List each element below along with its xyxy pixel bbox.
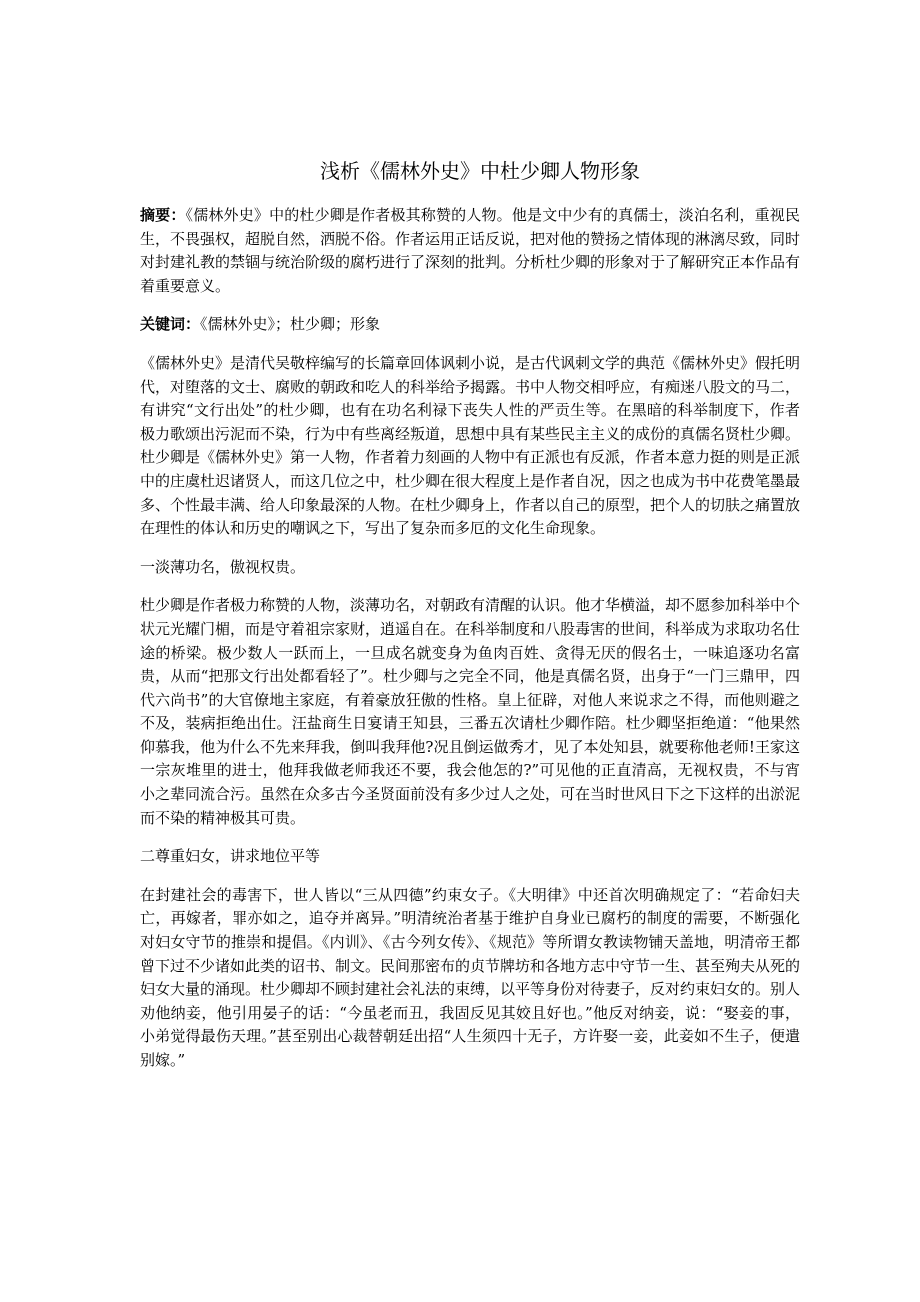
abstract-text: 《儒林外史》中的杜少卿是作者极其称赞的人物。他是文中少有的真儒士，淡泊名利，重视民生，不畏强权，超脱自然，洒脱不俗。作者运用正话反说，把对他的赞扬之情体现的淋漓尽致，同时对封建礼教的禁锢与统治阶级的腐朽进行了深刻的批判。分析杜少卿的形象对于了解研究正本作品有着重要意义。 xyxy=(140,206,801,295)
section-1-paragraph: 杜少卿是作者极力称赞的人物，淡薄功名，对朝政有清醒的认识。他才华横溢，却不愿参加科举中个状元光耀门楣，而是守着祖宗家财，逍遥自在。在科举制度和八股毒害的世间，科举成为求取功名仕途的桥梁。极少数人一跃而上，一旦成名就变身为鱼肉百姓、贪得无厌的假名士，一味追逐功名富贵，从而“把那文行出处都看轻了”。杜少卿与之完全不同，他是真儒名贤，出身于“一门三鼎甲，四代六尚书”的大官僚地主家庭，有着豪放狂傲的性格。皇上征辟，对他人来说求之不得，而他则避之不及，装病拒绝出仕。汪盐商生日宴请王知县，三番五次请杜少卿作陪。杜少卿坚拒绝道：“他果然仰慕我，他为什么不先来拜我，倒叫我拜他?况且倒运做秀才，见了本处知县，就要称他老师!王家这一宗灰堆里的进士，他拜我做老师我还不要，我会他怎的?”可见他的正直清高，无视权贵，不与宵小之辈同流合污。虽然在众多古今圣贤面前没有多少过人之处，可在当时世风日下之下这样的出淤泥而不染的精神极其可贵。 xyxy=(140,596,801,827)
keywords-paragraph xyxy=(140,313,800,337)
section-heading-1: 一淡薄功名，傲视权贵。 xyxy=(140,557,306,576)
section-2-paragraph: 在封建社会的毒害下，世人皆以“三从四德”约束女子。《大明律》中还首次明确规定了：“若命妇夫亡，再嫁者，罪亦如之，追夺并离异。”明清统治者基于维护自身业已腐朽的制度的需要，不断强化对妇女守节的推崇和提倡。《内训》、《古今列女传》、《规范》等所谓女教读物铺天盖地，明清帝王都曾下过不少诸如此类的诏书、制文。民间那密布的贞节牌坊和各地方志中守节一生、甚至殉夫从死的妇女大量的涌现。杜少卿却不顾封建社会礼法的束缚，以平等身份对待妻子，反对约束妇女的。别人劝他纳妾，他引用晏子的话：“今虽老而丑，我固反见其姣且好也。”他反对纳妾，说：“娶妾的事，小弟觉得最伤天理。”甚至别出心裁替朝廷出招“人生须四十无子，方许娶一妾，此妾如不生子，便遣别嫁。” xyxy=(140,885,801,1069)
abstract-label: 摘要： xyxy=(140,206,186,224)
abstract-paragraph xyxy=(140,204,800,298)
section-heading-2: 二尊重妇女，讲求地位平等 xyxy=(140,847,321,866)
document-title: 浅析《儒林外史》中杜少卿人物形象 xyxy=(320,159,640,183)
intro-paragraph: 《儒林外史》是清代吴敬梓编写的长篇章回体讽刺小说，是古代讽刺文学的典范《儒林外史》假托明代，对堕落的文士、腐败的朝政和吃人的科举给予揭露。书中人物交相呼应，有痴迷八股文的马二，有讲究“文行出处”的杜少卿，也有在功名利禄下丧失人性的严贡生等。在黑暗的科举制度下，作者极力歌颂出污泥而不染，行为中有些离经叛道，思想中具有某些民主主义的成份的真儒名贤杜少卿。杜少卿是《儒林外史》第一人物，作者着力刻画的人物中有正派也有反派，作者本意力挺的则是正派中的庄虞杜迟诸贤人，而这几位之中，杜少卿在很大程度上是作者自况，因之也成为书中花费笔墨最多、个性最丰满、给人印象最深的人物。在杜少卿身上，作者以自己的原型，把个人的切肤之痛置放在理性的体认和历史的嘲讽之下，写出了复杂而多厄的文化生命现象。 xyxy=(140,353,801,538)
keywords-label: 关键词： xyxy=(140,315,201,334)
document-body xyxy=(140,204,800,1088)
keywords-text: 《儒林外史》；杜少卿；形象 xyxy=(200,315,381,334)
